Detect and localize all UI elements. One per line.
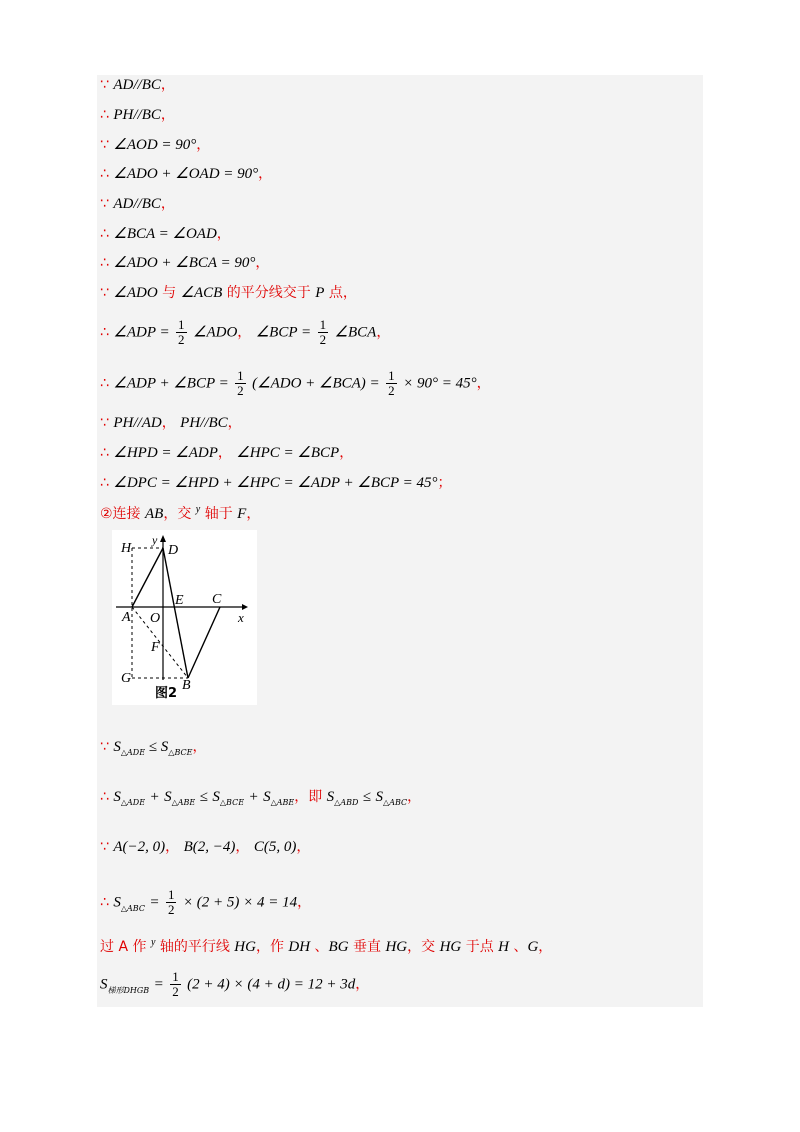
math-expr: ∠DPC = ∠HPD + ∠HPC = ∠ADP + ∠BCP = 45°: [113, 475, 438, 491]
segment-db: [163, 548, 188, 678]
proof-line-14: [100, 505, 260, 525]
because-symbol: ∵: [100, 415, 109, 431]
figure-caption: 图2: [155, 686, 178, 701]
subscript: △ABC: [383, 798, 408, 807]
because-symbol: ∵: [100, 839, 109, 855]
geometry-figure: [112, 530, 257, 705]
fraction: [235, 369, 246, 398]
proof-line-16: [100, 788, 421, 808]
subscript: △ABE: [270, 798, 295, 807]
punct: ，: [376, 324, 391, 341]
punct: ，: [217, 445, 232, 461]
fraction: [176, 318, 187, 347]
punct: ；: [437, 475, 452, 491]
subscript: △ABE: [171, 798, 196, 807]
point-b: B(2, −4): [183, 839, 236, 855]
punct: ，: [237, 324, 252, 341]
numerator: 1: [167, 887, 175, 902]
proof-line-20: [100, 970, 369, 999]
math-expr: × (2 + 5) × 4 = 14: [182, 894, 298, 911]
math-expr: × 90° = 45°: [403, 375, 477, 392]
numerator: 1: [237, 368, 244, 383]
proof-line-8: [100, 284, 357, 302]
denominator: 2: [172, 984, 179, 999]
punct: ，: [339, 445, 354, 461]
punct: ，: [160, 107, 175, 123]
text: 、: [509, 939, 528, 955]
text: 于点: [461, 939, 499, 955]
label-c: C: [212, 592, 222, 607]
math-expr: BG: [328, 939, 349, 955]
math-expr: PH//BC: [113, 107, 161, 123]
punct: ，: [235, 839, 250, 855]
math-expr: PH//AD: [113, 415, 162, 431]
proof-line-4: [100, 165, 272, 183]
math-expr: DH: [288, 939, 311, 955]
subscript: △ABC: [120, 903, 145, 913]
therefore-symbol: ∴: [100, 107, 109, 123]
label-f: F: [151, 640, 160, 655]
because-symbol: ∵: [100, 77, 109, 93]
math-expr: S: [212, 789, 220, 805]
therefore-symbol: ∴: [100, 324, 109, 341]
label-b: B: [182, 678, 191, 693]
math-expr: ∠BCP =: [255, 324, 312, 341]
proof-line-11: [100, 414, 242, 432]
math-expr: S: [113, 739, 121, 755]
proof-line-17: [100, 838, 310, 856]
math-expr: ∠ADO + ∠OAD = 90°: [113, 166, 259, 182]
math-op: +: [248, 789, 259, 805]
proof-line-2: [100, 106, 175, 124]
therefore-symbol: ∴: [100, 475, 109, 491]
because-symbol: ∵: [100, 285, 109, 301]
label-x: x: [238, 610, 244, 625]
math-expr: S: [113, 789, 121, 805]
punct: ，: [192, 739, 207, 755]
proof-line-13: [100, 474, 452, 492]
math-expr: ∠AOD = 90°: [113, 137, 197, 153]
subscript: △ABD: [334, 798, 359, 807]
text: 过 A 作: [100, 939, 151, 955]
subscript: △BCE: [168, 748, 193, 757]
punct: ，: [160, 196, 175, 212]
subscript: △ADE: [120, 798, 146, 807]
label-e: E: [175, 593, 184, 608]
math-expr: HG: [439, 939, 462, 955]
math-expr: ∠BCA = ∠OAD: [113, 226, 217, 242]
subscript: △BCE: [219, 798, 245, 807]
therefore-symbol: ∴: [100, 226, 109, 242]
math-expr: ∠HPD = ∠ADP: [113, 445, 218, 461]
punct: ，: [476, 375, 491, 392]
proof-line-15: [100, 738, 206, 758]
math-expr: ∠ADO: [193, 324, 238, 341]
proof-line-9: [100, 318, 390, 347]
proof-line-6: [100, 225, 231, 243]
numerator: 1: [172, 969, 179, 984]
text: ，: [246, 506, 261, 522]
proof-line-7: [100, 254, 269, 272]
punct: ，: [196, 137, 211, 153]
punct: ，: [227, 415, 242, 431]
fraction: [166, 888, 177, 917]
y-axis-arrow: [160, 535, 166, 542]
segment-ad: [132, 548, 163, 607]
punct: ，: [165, 839, 180, 855]
subscript: △ADE: [120, 748, 146, 757]
punct: ，: [255, 255, 270, 271]
numerator: 1: [319, 317, 327, 332]
math-expr: AB: [145, 506, 164, 522]
label-d: D: [168, 543, 179, 558]
denominator: 2: [178, 332, 185, 347]
punct: ，: [355, 976, 370, 993]
proof-line-12: [100, 444, 353, 462]
math-expr: ≤: [145, 739, 161, 755]
therefore-symbol: ∴: [100, 166, 109, 182]
math-expr: y: [195, 504, 201, 515]
math-expr: S: [113, 894, 121, 911]
because-symbol: ∵: [100, 739, 109, 755]
math-op: +: [149, 789, 160, 805]
math-op: ≤: [362, 789, 372, 805]
therefore-symbol: ∴: [100, 255, 109, 271]
math-expr: S: [263, 789, 271, 805]
punct: ，: [297, 894, 312, 911]
text: 的平分线交于: [222, 285, 316, 301]
math-expr: y: [150, 937, 156, 948]
math-expr: S: [326, 789, 335, 805]
proof-line-5: [100, 195, 175, 213]
proof-line-10: [100, 369, 491, 398]
math-expr: ∠BCA: [334, 324, 377, 341]
math-expr: AD//BC: [113, 77, 161, 93]
proof-line-18: [100, 888, 311, 917]
math-expr: H: [498, 939, 509, 955]
label-o: O: [150, 611, 161, 626]
proof-line-1: [100, 76, 175, 94]
math-expr: S: [100, 976, 108, 993]
math-op: =: [149, 894, 160, 911]
fraction: [170, 970, 181, 999]
text: ，: [538, 939, 553, 955]
label-a: A: [122, 610, 131, 625]
punct: ，: [407, 789, 422, 805]
math-expr: ∠ACB: [180, 285, 223, 301]
therefore-symbol: ∴: [100, 445, 109, 461]
therefore-symbol: ∴: [100, 375, 109, 392]
math-expr: F: [237, 506, 247, 522]
math-op: ≤: [199, 789, 208, 805]
label-y: y: [152, 533, 158, 547]
punct: ，: [258, 166, 273, 182]
fraction: [318, 318, 329, 347]
math-expr: S: [164, 789, 172, 805]
denominator: 2: [388, 383, 395, 398]
denominator: 2: [237, 383, 244, 398]
math-expr: ∠ADO: [113, 285, 158, 301]
math-op: =: [153, 976, 164, 993]
math-expr: (∠ADO + ∠BCA) =: [252, 375, 380, 392]
label-g: G: [121, 671, 132, 686]
text: 轴于: [200, 506, 238, 522]
fraction: [386, 369, 397, 398]
text: ，交: [163, 506, 196, 522]
text: ，交: [407, 939, 440, 955]
math-expr: G: [527, 939, 539, 955]
math-expr: HG: [385, 939, 408, 955]
numerator: 1: [388, 368, 395, 383]
math-expr: AD//BC: [113, 196, 161, 212]
math-expr: P: [315, 285, 325, 301]
subscript: 梯形DHGB: [107, 985, 150, 995]
point-a: A(−2, 0): [113, 839, 166, 855]
math-expr: ∠HPC = ∠BCP: [236, 445, 340, 461]
math-expr: ∠ADP =: [113, 324, 170, 341]
math-expr: (2 + 4) × (4 + d) = 12 + 3d: [187, 976, 356, 993]
because-symbol: ∵: [100, 137, 109, 153]
figure-svg: [112, 530, 257, 705]
therefore-symbol: ∴: [100, 894, 109, 911]
math-expr: S: [375, 789, 384, 805]
therefore-symbol: ∴: [100, 789, 109, 805]
text: 、: [310, 939, 329, 955]
text: 垂直: [348, 939, 386, 955]
proof-line-3: [100, 136, 210, 154]
math-expr: ∠ADP + ∠BCP =: [113, 375, 229, 392]
math-expr: S: [160, 739, 169, 755]
text: ，即: [294, 789, 327, 805]
segment-bc: [188, 607, 220, 678]
label-h: H: [121, 541, 132, 556]
punct: ，: [296, 839, 311, 855]
punct: ，: [161, 415, 176, 431]
because-symbol: ∵: [100, 196, 109, 212]
text: ，作: [255, 939, 289, 955]
numerator: 1: [178, 317, 185, 332]
proof-line-19: [100, 938, 552, 958]
math-expr: PH//BC: [180, 415, 228, 431]
point-c: C(5, 0): [253, 839, 297, 855]
denominator: 2: [319, 332, 327, 347]
denominator: 2: [167, 902, 175, 917]
text: 与: [157, 285, 181, 301]
text: 轴的平行线: [155, 939, 235, 955]
math-expr: ∠ADO + ∠BCA = 90°: [113, 255, 256, 271]
punct: ，: [216, 226, 231, 242]
math-expr: HG: [234, 939, 256, 955]
text: ②连接: [100, 506, 146, 522]
text: 点，: [324, 285, 357, 301]
punct: ，: [160, 77, 175, 93]
